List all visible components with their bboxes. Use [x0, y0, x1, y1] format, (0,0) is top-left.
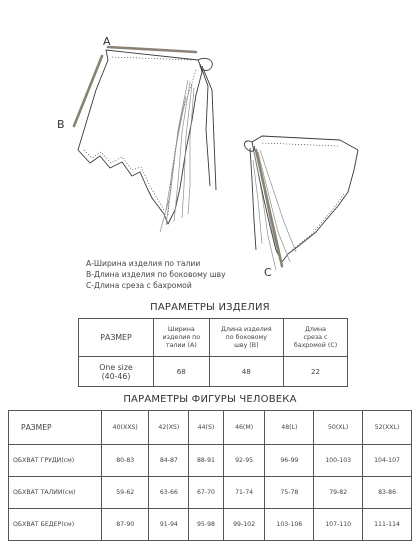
- table-cell: 100-103: [314, 445, 363, 477]
- table-cell: 63-66: [149, 477, 189, 509]
- table-row: [79, 319, 348, 357]
- label-b: B: [57, 118, 65, 131]
- width-header-cell: [154, 319, 210, 357]
- header-line: бахромой (С): [293, 341, 338, 349]
- label-c: C: [264, 266, 272, 279]
- row-label-hips: ОБХВАТ БЕДЕР(см): [9, 509, 102, 541]
- size-value-line: One size: [99, 362, 133, 372]
- table-row: [9, 509, 412, 541]
- table-cell: 79-82: [314, 477, 363, 509]
- header-line: шву (В): [234, 341, 259, 349]
- table-cell: 92-95: [223, 445, 265, 477]
- table-cell: 59-62: [102, 477, 149, 509]
- table-row: [79, 357, 348, 387]
- product-parameters-table: [78, 318, 348, 387]
- legend-item-b: В-Длина изделия по боковому шву: [86, 270, 226, 279]
- header-line: по боковому: [225, 333, 268, 341]
- table-cell: 99-102: [223, 509, 265, 541]
- header-line: Ширина: [167, 325, 195, 333]
- measure-line-c: [256, 150, 282, 266]
- skirt-large-fringe: [160, 80, 194, 232]
- table-cell: 107-110: [314, 509, 363, 541]
- table-cell: 84-87: [149, 445, 189, 477]
- header-line: изделия по: [162, 333, 201, 341]
- table-cell: 83-86: [363, 477, 412, 509]
- table-cell: 103-106: [265, 509, 314, 541]
- length-value-cell: 48: [209, 357, 283, 387]
- width-value-cell: 68: [154, 357, 210, 387]
- table-cell: 111-114: [363, 509, 412, 541]
- size-cell: 48(L): [265, 411, 314, 445]
- header-line: среза с: [303, 333, 328, 341]
- size-header-cell: РАЗМЕР: [79, 319, 154, 357]
- skirt-large-drawing: [78, 50, 216, 224]
- table-cell: 71-74: [223, 477, 265, 509]
- table-cell: 104-107: [363, 445, 412, 477]
- size-cell: 46(M): [223, 411, 265, 445]
- row-label-chest: ОБХВАТ ГРУДИ(см): [9, 445, 102, 477]
- label-a: A: [103, 35, 111, 48]
- header-line: Длина: [305, 325, 327, 333]
- size-header-cell: РАЗМЕР: [9, 411, 102, 445]
- table-cell: 67-70: [189, 477, 224, 509]
- table-cell: 88-91: [189, 445, 224, 477]
- fringe-value-cell: 22: [284, 357, 348, 387]
- table-cell: 87-90: [102, 509, 149, 541]
- table-row: [9, 445, 412, 477]
- header-line: талии (А): [165, 341, 197, 349]
- legend-item-c: С-Длина среза с бахромой: [86, 281, 192, 290]
- table-row: [9, 477, 412, 509]
- size-cell: 50(XL): [314, 411, 363, 445]
- table-cell: 96-99: [265, 445, 314, 477]
- header-line: Длина изделия: [221, 325, 272, 333]
- table-cell: 91-94: [149, 509, 189, 541]
- body-section-title: ПАРАМЕТРЫ ФИГУРЫ ЧЕЛОВЕКА: [123, 394, 297, 405]
- row-label-waist: ОБХВАТ ТАЛИИ(см): [9, 477, 102, 509]
- size-cell: 42(XS): [149, 411, 189, 445]
- fringe-header-cell: [284, 319, 348, 357]
- table-row: [9, 411, 412, 445]
- size-value-cell: [79, 357, 154, 387]
- legend-item-a: А-Ширина изделия по талии: [86, 259, 201, 268]
- size-cell: 40(XXS): [102, 411, 149, 445]
- table-cell: 80-83: [102, 445, 149, 477]
- table-cell: 75-78: [265, 477, 314, 509]
- table-cell: 95-98: [189, 509, 224, 541]
- body-parameters-table: [8, 410, 412, 541]
- measurement-legend: [86, 258, 226, 291]
- length-header-cell: [209, 319, 283, 357]
- size-value-line: (40-46): [101, 371, 131, 381]
- product-section-title: ПАРАМЕТРЫ ИЗДЕЛИЯ: [150, 302, 270, 313]
- size-cell: 44(S): [189, 411, 224, 445]
- size-cell: 52(XXL): [363, 411, 412, 445]
